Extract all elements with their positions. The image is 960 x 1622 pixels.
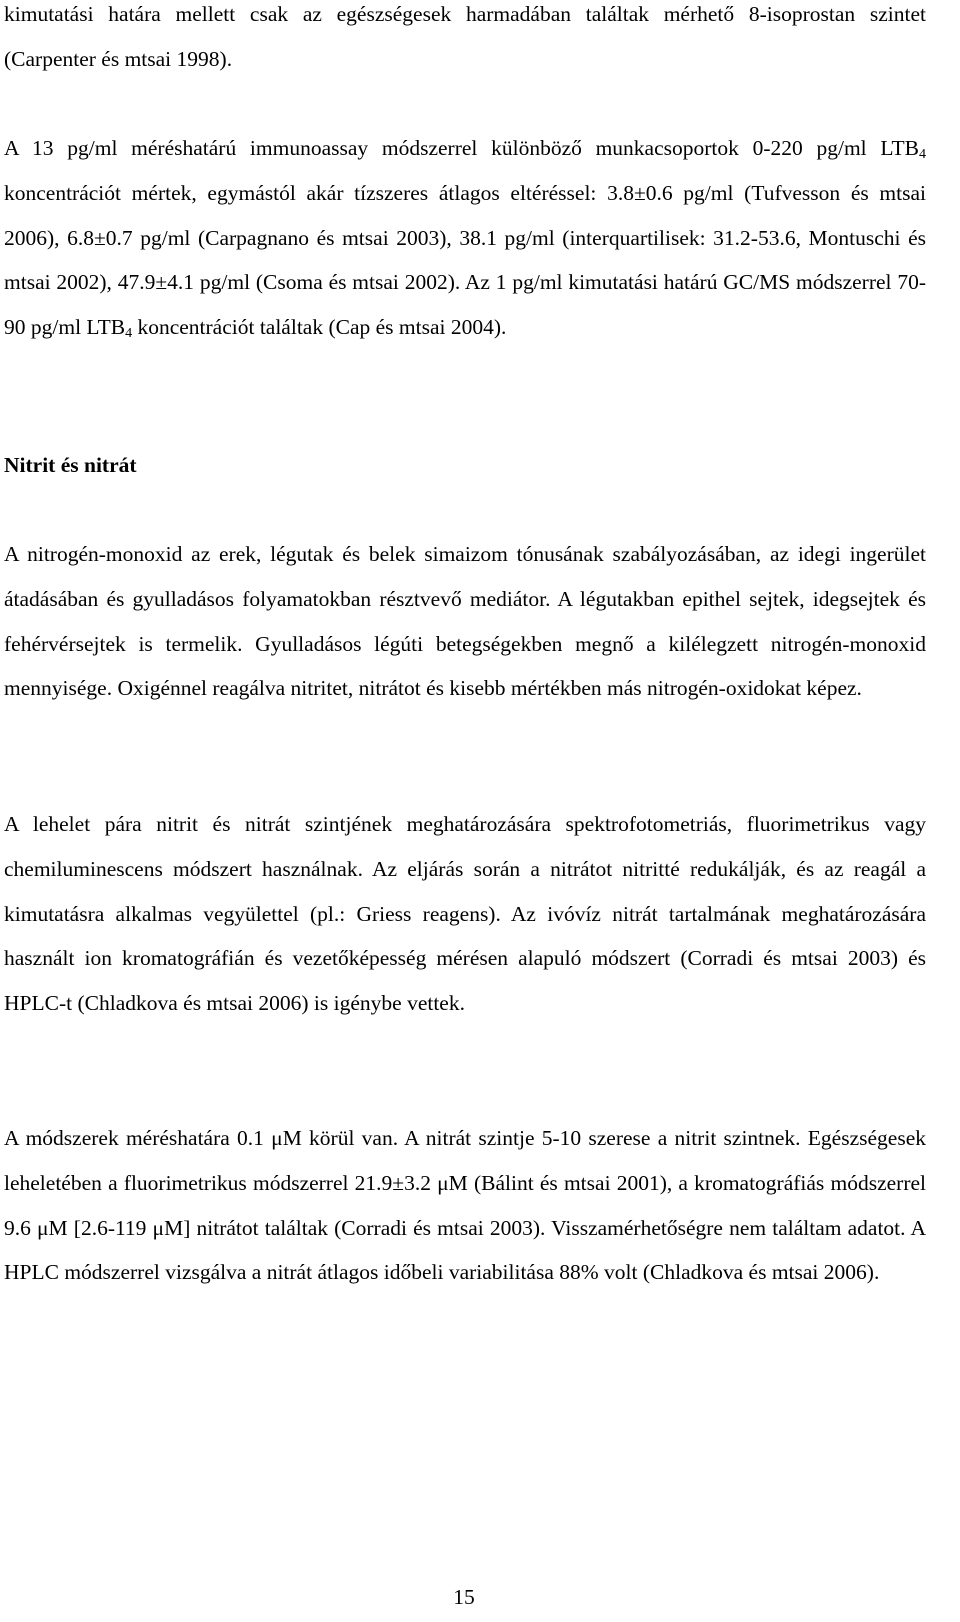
paragraph-nitrogen-monoxid: A nitrogén-monoxid az erek, légutak és belek simaizom tónusának szabályozásában, az idegi ingerület átadásában és gyulladásos folyamatokban résztvevő mediátor. A légutakban epithel sejtek, idegsejtek és fehérvérsejtek is termelik. Gyulladásos légúti betegségekben megnő a kilélegzett nitrogén-monoxid mennyisége. Oxigénnel reagálva nitritet, nitrátot és kisebb mértékben más nitrogén-oxidokat képez. [4,542,926,701]
subscript-4: 4 [125,326,133,342]
paragraph-ltb4-part-c: koncentrációt találtak (Cap és mtsai 2004). [132,315,507,340]
paragraph-ltb4 [4,126,926,350]
paragraph-detection-limits: A módszerek méréshatára 0.1 μM körül van. A nitrát szintje 5-10 szerese a nitrit szintnek. Egészségesek leheletében a fluorimetrikus módszerrel 21.9±3.2 μM (Bálint és mtsai 2001), a kromatográfiás módszerrel 9.6 μM [2.6-119 μM] nitrátot találtak (Corradi és mtsai 2003). Visszamérhetőségre nem találtam adatot. A HPLC módszerrel vizsgálva a nitrát átlagos időbeli variabilitása 88% volt (Chladkova és mtsai 2006). [4,1126,926,1285]
section-heading: Nitrit és nitrát [4,453,137,477]
paragraph-ltb4-part-a: A 13 pg/ml méréshatárú immunoassay módszerrel különböző munkacsoportok 0-220 pg/ml LTB [4,136,919,160]
page-number: 15 [453,1585,475,1609]
paragraph-ltb4-part-b: koncentrációt mértek, egymástól akár tízszeres átlagos eltéréssel: 3.8±0.6 pg/ml (Tufvesson és mtsai 2006), 6.8±0.7 pg/ml (Carpagnano és mtsai 2003), 38.1 pg/ml (interquartilisek: 31.2-53.6, Montuschi és mtsai 2002), 47.9±4.1 pg/ml (Csoma és mtsai 2002). Az 1 pg/ml kimutatási határú GC/MS módszerrel 70-90 pg/ml LTB [4,180,926,340]
paragraph-isoprostan: kimutatási határa mellett csak az egészségesek harmadában találtak mérhető 8-isoprostan szintet (Carpenter és mtsai 1998). [4,2,926,71]
paragraph-measurement-methods: A lehelet pára nitrit és nitrát szintjének meghatározására spektrofotometriás, fluorimetrikus vagy chemiluminescens módszert használnak. Az eljárás során a nitrátot nitritté redukálják, és az reagál a kimutatásra alkalmas vegyülettel (pl.: Griess reagens). Az ivóvíz nitrát tartalmának meghatározására használt ion kromatográfián és vezetőképesség mérésen alapuló módszert (Corradi és mtsai 2003) és HPLC-t (Chladkova és mtsai 2006) is igénybe vettek. [4,812,926,1016]
subscript-4: 4 [919,147,926,162]
